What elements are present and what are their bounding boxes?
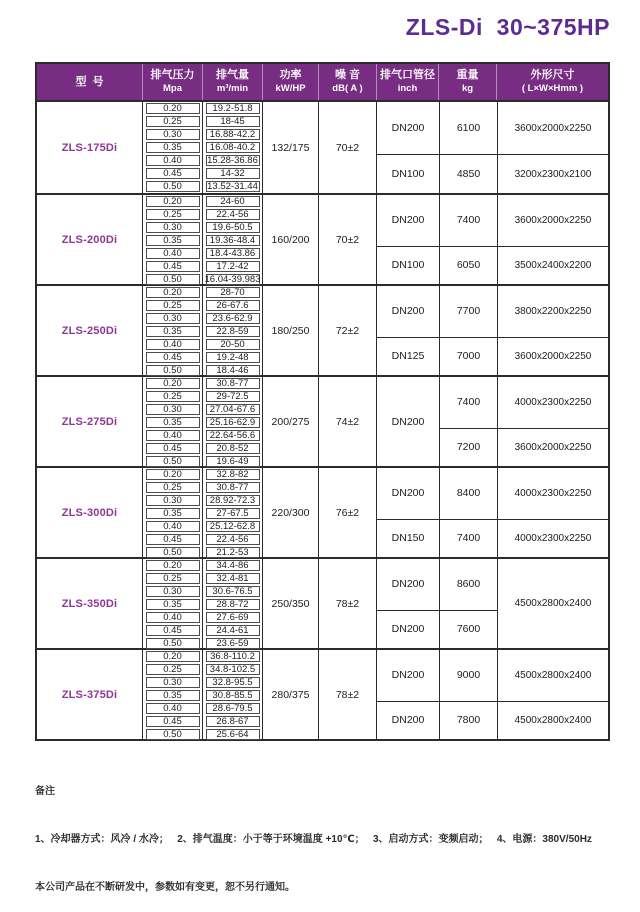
displacement-cell: 30.8-77 <box>206 378 260 390</box>
pressure-cell: 0.45 <box>146 716 200 728</box>
pipe-cell: DN200 <box>391 214 425 227</box>
displacement-cell: 22.8-59 <box>206 326 260 338</box>
header-displacement-label: 排气量 <box>216 69 249 81</box>
displacement-cell: 19.6-49 <box>206 456 260 468</box>
displacement-cell: 22.4-56 <box>206 209 260 221</box>
pressure-cell: 0.50 <box>146 181 200 193</box>
pressure-cell: 0.30 <box>146 222 200 234</box>
displacement-cell: 26.8-67 <box>206 716 260 728</box>
header-pressure-unit: Mpa <box>163 83 182 94</box>
displacement-cell: 19.2-51.8 <box>206 103 260 115</box>
displacement-cell: 25.6-64 <box>206 729 260 741</box>
displacement-cell: 15.28-36.86 <box>207 154 258 166</box>
pressure-cell: 0.35 <box>146 599 200 611</box>
displacement-cell: 22.4-56 <box>206 534 260 546</box>
displacement-cell: 32.8-95.5 <box>206 677 260 689</box>
notes <box>35 752 610 912</box>
model-name: ZLS-175Di <box>61 141 118 154</box>
pressure-cell: 0.30 <box>146 495 200 507</box>
dims-cell: 3600x2000x2250 <box>497 195 608 246</box>
pressure-cell: 0.50 <box>146 729 200 741</box>
displacement-cell: 24-60 <box>206 196 260 208</box>
displacement-cell: 13.52-31.44 <box>207 180 258 192</box>
pressure-column <box>142 377 202 466</box>
dims-cell: 4500x2800x2400 <box>497 650 608 701</box>
displacement-cell: 27-67.5 <box>206 508 260 520</box>
pressure-cell: 0.45 <box>146 625 200 637</box>
displacement-cell: 18-45 <box>206 116 260 128</box>
pipe-cell: DN200 <box>377 701 439 739</box>
weight-cell: 7000 <box>439 337 497 375</box>
pressure-cell: 0.35 <box>146 417 200 429</box>
table-body <box>37 102 608 739</box>
pipe-weight-dims-section <box>376 559 608 648</box>
model-name: ZLS-375Di <box>61 688 118 701</box>
header-pipe-label: 排气口管径 <box>380 69 435 81</box>
displacement-cell: 20.8-52 <box>206 443 260 455</box>
displacement-column <box>202 195 262 284</box>
model-name: ZLS-275Di <box>61 415 118 428</box>
displacement-column <box>202 102 262 193</box>
pressure-cell: 0.35 <box>146 690 200 702</box>
header-pipe <box>376 64 438 100</box>
pressure-cell: 0.20 <box>146 469 200 481</box>
header-dims <box>496 64 608 100</box>
pipe-weight-dims-section <box>376 195 608 284</box>
pressure-cell: 0.20 <box>146 560 200 572</box>
displacement-cell: 18.4-46 <box>206 365 260 377</box>
header-weight <box>438 64 496 100</box>
displacement-cell: 19.36-48.4 <box>206 235 260 247</box>
pressure-cell: 0.30 <box>146 129 200 141</box>
pressure-column <box>142 286 202 375</box>
model-block <box>37 466 608 557</box>
noise-cell: 70±2 <box>318 195 376 284</box>
pressure-cell: 0.50 <box>146 365 200 377</box>
pressure-cell: 0.45 <box>146 168 200 180</box>
model-name: ZLS-200Di <box>61 233 118 246</box>
dims-cell: 3200x2300x2100 <box>497 154 608 193</box>
displacement-cell: 14-32 <box>206 168 260 180</box>
pressure-cell: 0.25 <box>146 300 200 312</box>
pressure-column <box>142 468 202 557</box>
pressure-cell: 0.30 <box>146 586 200 598</box>
model-block <box>37 102 608 193</box>
pressure-cell: 0.25 <box>146 573 200 585</box>
header-pressure-label: 排气压力 <box>150 69 195 81</box>
displacement-column <box>202 559 262 648</box>
displacement-column <box>202 650 262 739</box>
displacement-cell: 28.8-72 <box>206 599 260 611</box>
displacement-column <box>202 377 262 466</box>
pressure-column <box>142 195 202 284</box>
dims-cell: 3500x2400x2200 <box>497 246 608 284</box>
displacement-cell: 30.8-85.5 <box>206 690 260 702</box>
pressure-cell: 0.45 <box>146 352 200 364</box>
power-cell: 160/200 <box>262 195 318 284</box>
weight-cell: 6100 <box>439 102 497 154</box>
pressure-cell: 0.35 <box>146 235 200 247</box>
header-dims-unit: ( L×W×Hmm ) <box>521 83 584 94</box>
displacement-column <box>202 286 262 375</box>
displacement-cell: 21.2-53 <box>206 547 260 559</box>
pressure-cell: 0.40 <box>146 430 200 442</box>
pipe-weight-dims-section <box>376 102 608 193</box>
notes-line-2: 本公司产品在不断研发中，参数如有变更，恕不另行通知。 <box>35 882 295 893</box>
pressure-cell: 0.50 <box>146 274 200 286</box>
weight-cell: 7400 <box>439 519 497 557</box>
displacement-cell: 26-67.6 <box>206 300 260 312</box>
pressure-cell: 0.45 <box>146 261 200 273</box>
pressure-cell: 0.35 <box>146 142 200 154</box>
displacement-cell: 27.04-67.6 <box>206 404 260 416</box>
pipe-weight-dims-section <box>376 650 608 739</box>
power-cell: 180/250 <box>262 286 318 375</box>
header-pipe-unit: inch <box>397 83 418 94</box>
dims-cell: 4000x2300x2250 <box>497 519 608 557</box>
weight-cell: 7200 <box>439 428 497 466</box>
displacement-cell: 30.8-77 <box>206 482 260 494</box>
dims-cell: 3600x2000x2250 <box>497 428 608 466</box>
noise-cell: 72±2 <box>318 286 376 375</box>
header-model <box>37 64 142 100</box>
weight-cell: 7400 <box>439 195 497 246</box>
weight-cell: 7700 <box>439 286 497 337</box>
pressure-cell: 0.50 <box>146 547 200 559</box>
header-power <box>262 64 318 100</box>
power-cell: 132/175 <box>262 102 318 193</box>
pipe-cell: DN200 <box>377 610 439 648</box>
pipe-weight-dims-section <box>376 377 608 466</box>
displacement-cell: 27.6-69 <box>206 612 260 624</box>
pipe-cell: DN200 <box>391 669 425 682</box>
table-header <box>37 64 608 102</box>
displacement-cell: 25.16-62.9 <box>206 417 260 429</box>
pressure-cell: 0.20 <box>146 651 200 663</box>
weight-cell: 9000 <box>439 650 497 701</box>
header-power-label: 功率 <box>279 69 302 81</box>
displacement-cell: 34.8-102.5 <box>206 664 260 676</box>
model-name: ZLS-350Di <box>61 597 118 610</box>
dims-cell: 4000x2300x2250 <box>497 377 608 428</box>
displacement-cell: 28.92-72.3 <box>206 495 260 507</box>
pressure-cell: 0.25 <box>146 391 200 403</box>
model-block <box>37 193 608 284</box>
dims-cell: 3600x2000x2250 <box>497 102 608 154</box>
page-title: ZLS-Di 30~375HP <box>405 14 610 40</box>
noise-cell: 74±2 <box>318 377 376 466</box>
notes-line-1: 1、冷却器方式：风冷 / 水冷； 2、排气温度：小于等于环境温度 +10℃； 3、启动方式：变频启动； 4、电源：380V/50Hz <box>35 834 592 845</box>
pressure-cell: 0.50 <box>146 638 200 650</box>
displacement-cell: 16.88-42.2 <box>206 129 260 141</box>
header-pressure <box>142 64 202 100</box>
displacement-column <box>202 468 262 557</box>
pipe-cell: DN100 <box>377 154 439 193</box>
displacement-cell: 16.04-39.983 <box>204 273 261 285</box>
pressure-cell: 0.40 <box>146 155 200 167</box>
noise-cell: 78±2 <box>318 559 376 648</box>
displacement-cell: 18.4-43.86 <box>206 248 260 260</box>
pressure-cell: 0.20 <box>146 103 200 115</box>
displacement-cell: 20-50 <box>206 339 260 351</box>
displacement-cell: 23.6-59 <box>206 638 260 650</box>
pipe-cell: DN200 <box>391 305 425 318</box>
displacement-cell: 32.8-82 <box>206 469 260 481</box>
pressure-cell: 0.30 <box>146 677 200 689</box>
weight-cell: 7600 <box>439 610 497 648</box>
displacement-cell: 32.4-81 <box>206 573 260 585</box>
pressure-cell: 0.30 <box>146 404 200 416</box>
model-block <box>37 557 608 648</box>
displacement-cell: 22.64-56.6 <box>206 430 260 442</box>
header-displacement-unit: m³/min <box>216 83 249 94</box>
displacement-cell: 28.6-79.5 <box>206 703 260 715</box>
weight-cell: 4850 <box>439 154 497 193</box>
pipe-cell: DN125 <box>377 337 439 375</box>
pressure-cell: 0.25 <box>146 482 200 494</box>
displacement-cell: 23.6-62.9 <box>206 313 260 325</box>
weight-cell: 6050 <box>439 246 497 284</box>
model-block <box>37 648 608 739</box>
displacement-cell: 30.6-76.5 <box>206 586 260 598</box>
pipe-weight-dims-section <box>376 286 608 375</box>
pressure-cell: 0.40 <box>146 521 200 533</box>
power-cell: 250/350 <box>262 559 318 648</box>
pressure-cell: 0.20 <box>146 287 200 299</box>
dims-cell: 3800x2200x2250 <box>497 286 608 337</box>
header-model-label: 型 号 <box>75 75 104 88</box>
dims-cell: 4500x2800x2400 <box>497 559 608 648</box>
displacement-cell: 24.4-61 <box>206 625 260 637</box>
weight-cell: 7800 <box>439 701 497 739</box>
header-noise <box>318 64 376 100</box>
header-displacement <box>202 64 262 100</box>
power-cell: 200/275 <box>262 377 318 466</box>
weight-cell: 8600 <box>439 559 497 610</box>
displacement-cell: 28-70 <box>206 287 260 299</box>
displacement-cell: 25.12-62.8 <box>206 521 260 533</box>
header-weight-label: 重量 <box>456 69 479 81</box>
displacement-cell: 19.6-50.5 <box>206 222 260 234</box>
pipe-cell: DN200 <box>391 487 425 500</box>
displacement-cell: 29-72.5 <box>206 391 260 403</box>
model-block <box>37 375 608 466</box>
dims-cell: 3600x2000x2250 <box>497 337 608 375</box>
pipe-cell: DN200 <box>391 122 425 134</box>
dims-cell: 4500x2800x2400 <box>497 701 608 739</box>
power-cell: 280/375 <box>262 650 318 739</box>
model-block <box>37 284 608 375</box>
pressure-cell: 0.35 <box>146 508 200 520</box>
pressure-cell: 0.45 <box>146 443 200 455</box>
header-power-unit: kW/HP <box>275 83 306 94</box>
noise-cell: 78±2 <box>318 650 376 739</box>
pipe-weight-dims-section <box>376 468 608 557</box>
weight-cell: 7400 <box>439 377 497 428</box>
noise-cell: 76±2 <box>318 468 376 557</box>
header-dims-label: 外形尺寸 <box>530 69 575 81</box>
header-noise-label: 噪 音 <box>334 69 361 81</box>
notes-heading: 备注 <box>35 786 55 797</box>
header-noise-unit: dB( A ) <box>332 83 363 94</box>
pressure-cell: 0.40 <box>146 612 200 624</box>
model-name: ZLS-250Di <box>61 324 118 337</box>
displacement-cell: 36.8-110.2 <box>206 651 260 663</box>
power-cell: 220/300 <box>262 468 318 557</box>
displacement-cell: 16.08-40.2 <box>206 142 260 154</box>
header-weight-unit: kg <box>461 83 474 94</box>
pipe-cell: DN150 <box>377 519 439 557</box>
pressure-cell: 0.25 <box>146 209 200 221</box>
displacement-cell: 19.2-48 <box>206 352 260 364</box>
spec-table <box>35 62 610 741</box>
pressure-cell: 0.50 <box>146 456 200 468</box>
pressure-cell: 0.20 <box>146 378 200 390</box>
pressure-cell: 0.25 <box>146 116 200 128</box>
pressure-cell: 0.30 <box>146 313 200 325</box>
pressure-column <box>142 650 202 739</box>
pressure-cell: 0.40 <box>146 703 200 715</box>
pipe-cell: DN200 <box>391 415 425 428</box>
displacement-cell: 17.2-42 <box>206 261 260 273</box>
pressure-cell: 0.45 <box>146 534 200 546</box>
displacement-cell: 34.4-86 <box>206 560 260 572</box>
pressure-cell: 0.40 <box>146 248 200 260</box>
model-name: ZLS-300Di <box>61 506 118 519</box>
pipe-cell: DN100 <box>377 246 439 284</box>
dims-cell: 4000x2300x2250 <box>497 468 608 519</box>
pressure-column <box>142 102 202 193</box>
pressure-cell: 0.20 <box>146 196 200 208</box>
noise-cell: 70±2 <box>318 102 376 193</box>
pressure-column <box>142 559 202 648</box>
weight-cell: 8400 <box>439 468 497 519</box>
pressure-cell: 0.35 <box>146 326 200 338</box>
pressure-cell: 0.40 <box>146 339 200 351</box>
pressure-cell: 0.25 <box>146 664 200 676</box>
pipe-cell: DN200 <box>391 578 425 591</box>
